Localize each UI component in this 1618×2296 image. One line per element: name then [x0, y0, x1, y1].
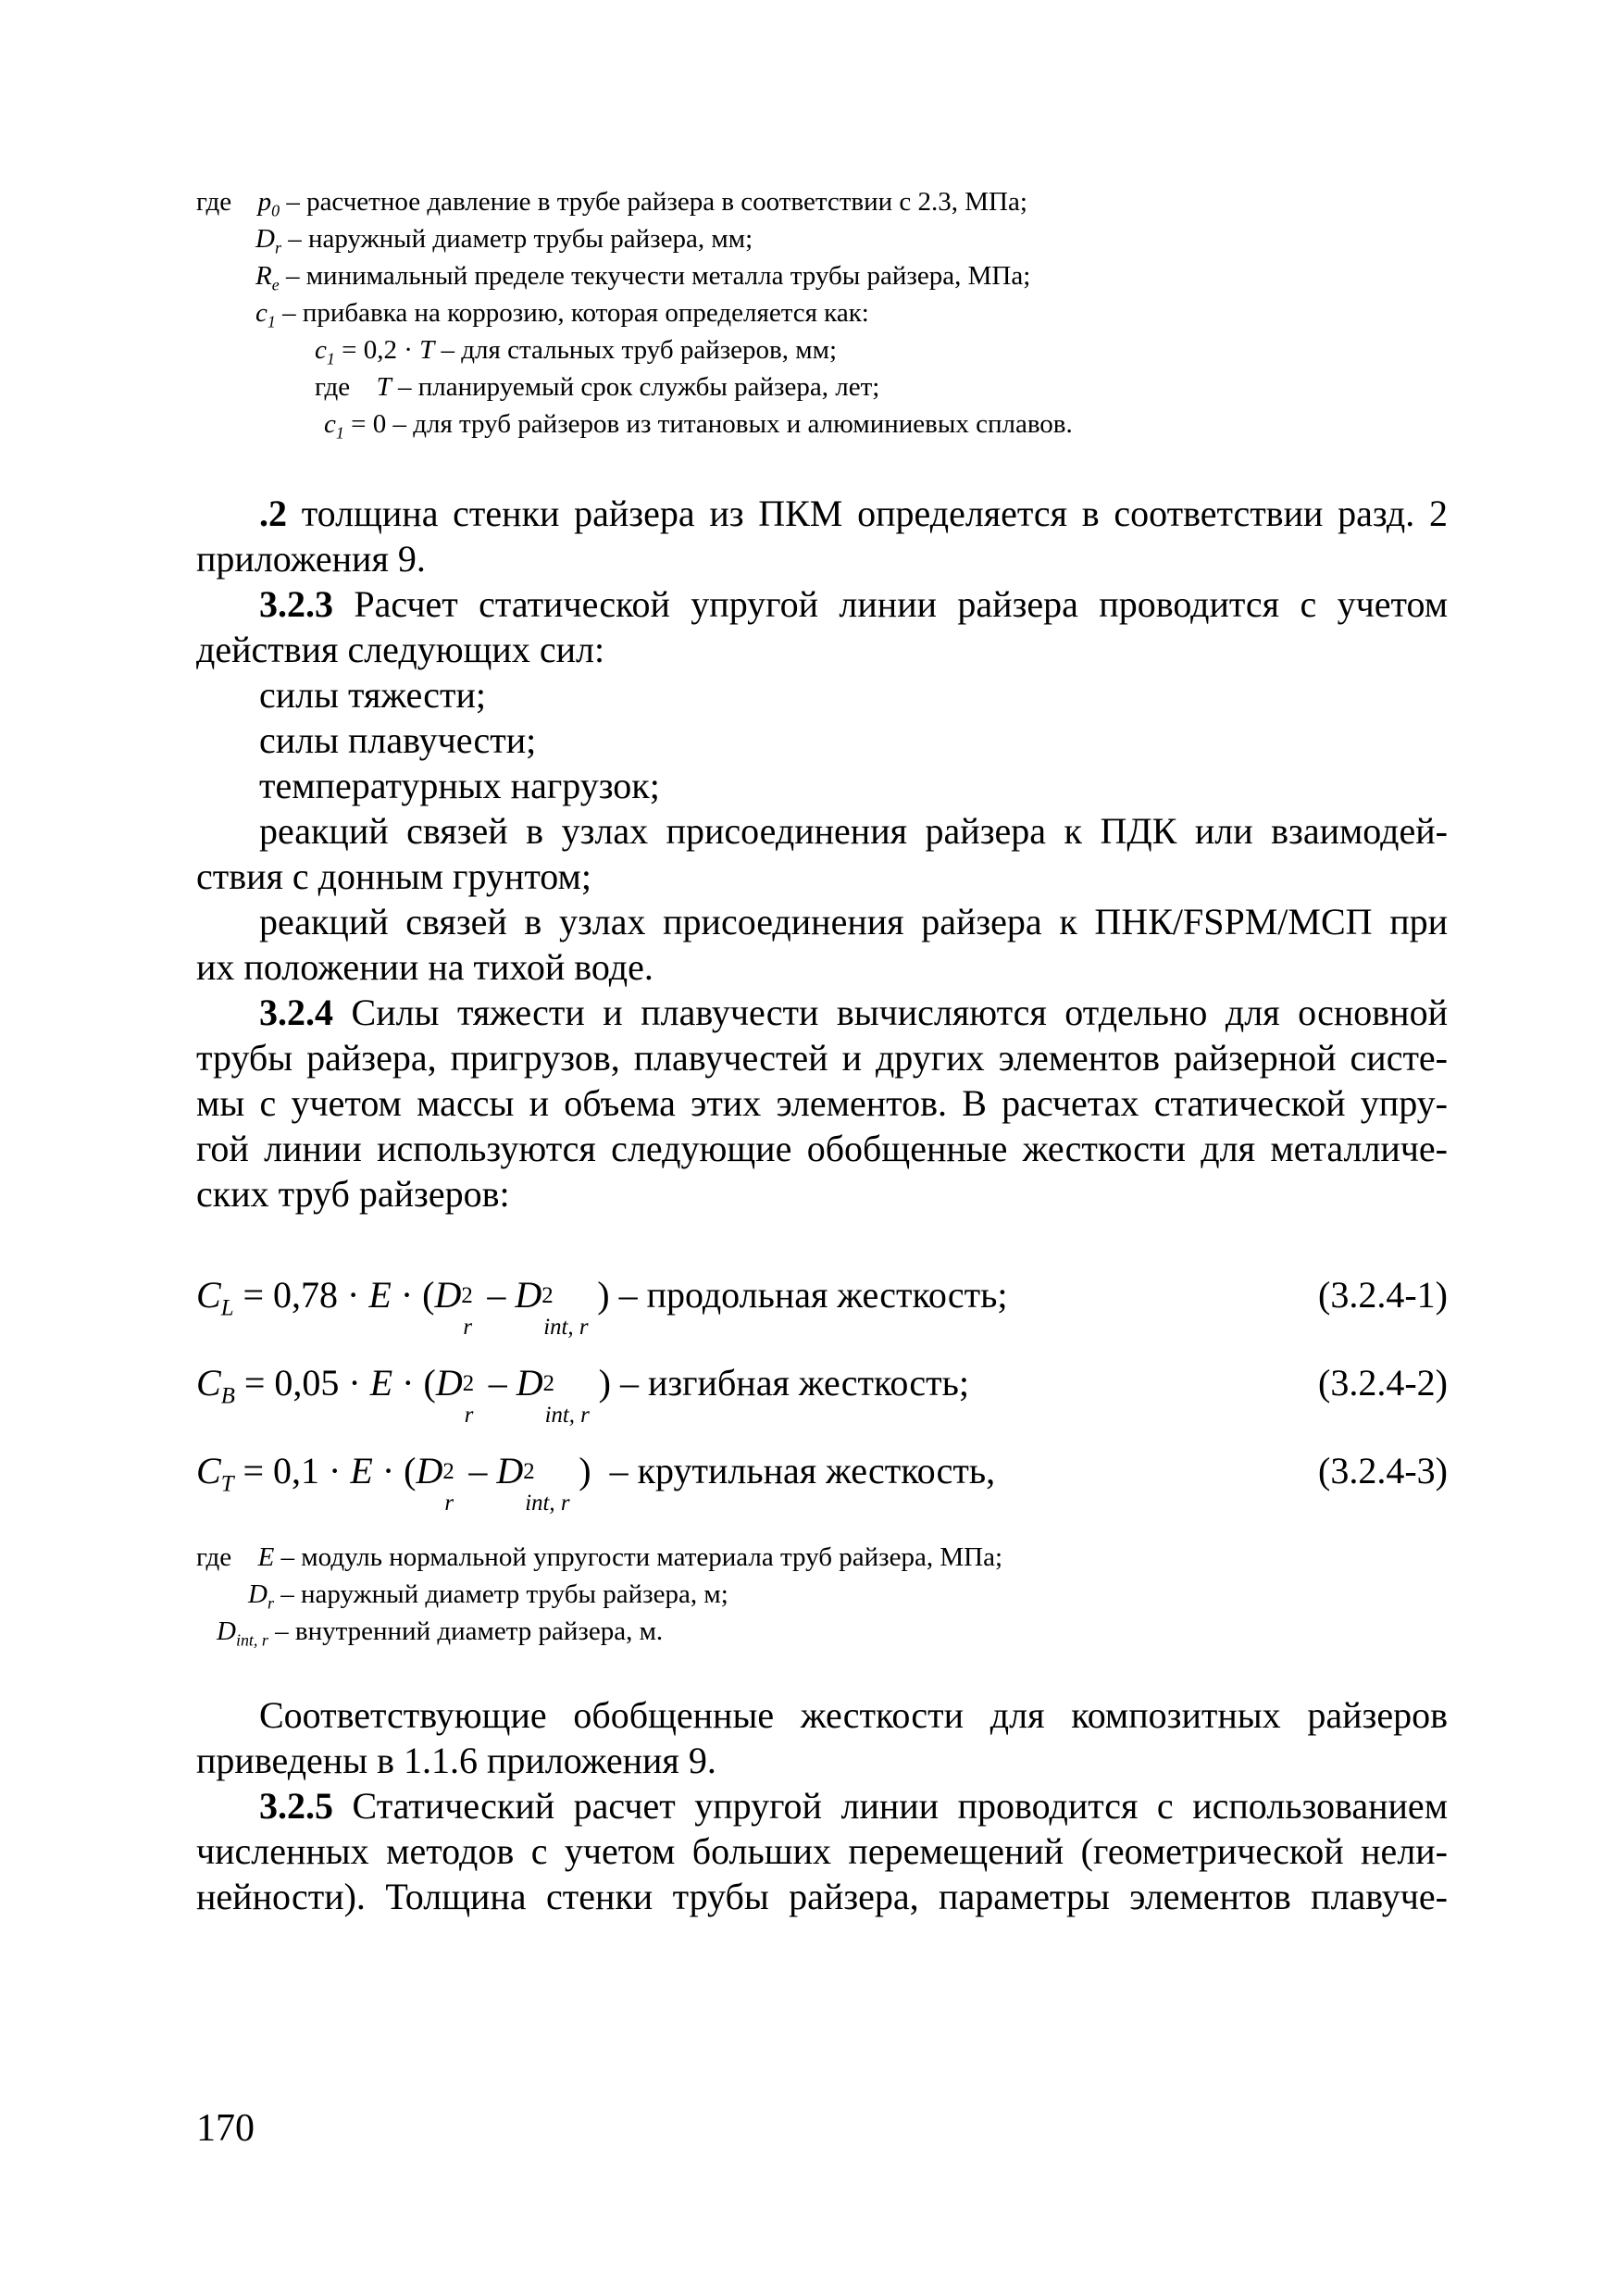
paragraph-2-line-1: .2 толщина стенки райзера из ПКМ определяется в соответствии разд. 2	[259, 493, 1448, 534]
list-item-5-line-2: их положении на тихой воде.	[196, 946, 653, 988]
symbol-c1-steel: $c_1$	[315, 335, 335, 368]
formula-number: (3.2.4-2)	[1318, 1362, 1448, 1404]
paragraph-2-line-2: приложения 9.	[196, 538, 426, 580]
formula-expression: $C_L = 0,78 \cdot E \cdot (D$ 2 r – D 2 int, r ) – продольная жесткость;	[196, 1274, 1008, 1340]
symbol-re: $R_e$	[255, 261, 280, 294]
list-item-4-line-1: реакций связей в узлах присоединения райзера к ПДК или взаимодей-	[259, 810, 1448, 852]
formula-3-2-4-2	[196, 1361, 1448, 1428]
paragraph-3-2-3-line-2: действия следующих сил:	[196, 629, 605, 670]
c1-steel-equation: = 0,2 ·	[342, 335, 413, 365]
c1-steel-description: – для стальных труб райзеров, мм;	[441, 335, 837, 365]
where-block-pressure	[196, 183, 1073, 443]
c1-ti-description: = 0 – для труб райзеров из титановых и алюминиевых сплавов.	[351, 409, 1073, 439]
p0-description: – расчетное давление в трубе райзера в соответствии с 2.3, МПа;	[286, 187, 1027, 217]
paragraph-3-2-4-line-1: 3.2.4 Силы тяжести и плавучести вычисляются отдельно для основной	[259, 992, 1448, 1033]
paragraph-3-2-4-line-5: ских труб райзеров:	[196, 1173, 510, 1215]
page-number: 170	[196, 2107, 255, 2150]
closing-line-2: приведены в 1.1.6 приложения 9.	[196, 1740, 716, 1781]
list-item: силы тяжести;	[259, 674, 486, 716]
formula-number: (3.2.4-3)	[1318, 1450, 1448, 1491]
where-word: где	[196, 187, 232, 217]
dr-description: – наружный диаметр трубы райзера, мм;	[288, 224, 753, 254]
paragraph-3-2-4-line-4: гой линии используются следующие обобщенные жесткости для металличе-	[196, 1128, 1448, 1169]
paragraph-3-2-4-line-3: мы с учетом массы и объема этих элементов. В расчетах статической упру-	[196, 1082, 1448, 1124]
symbol-dr: $D_r$	[255, 224, 281, 257]
body-text	[196, 491, 1448, 1217]
symbol-p0: $p_0$	[257, 187, 280, 220]
symbol-t-2: T	[376, 372, 392, 402]
where-word-2: где	[315, 372, 351, 402]
paragraph-3-2-3-line-1: 3.2.3 Расчет статической упругой линии райзера проводится с учетом	[259, 583, 1448, 625]
symbol-t: T	[419, 335, 435, 365]
formula-3-2-4-3	[196, 1449, 1448, 1516]
symbol-dint: $D_{int, r}$	[217, 1616, 268, 1650]
where-word: где	[196, 1542, 232, 1572]
list-item-4-line-2: ствия с донным грунтом;	[196, 855, 591, 897]
formula-expression: $C_T = 0,1 \cdot E \cdot (D$ 2 r – D 2 int, r ) – крутильная жесткость,	[196, 1450, 996, 1516]
paragraph-3-2-4-line-2: трубы райзера, пригрузов, плавучестей и других элементов райзерной систе-	[196, 1037, 1448, 1079]
closing-text	[196, 1692, 1448, 1919]
symbol-c1: $c_1$	[255, 298, 276, 331]
formula-3-2-4-1	[196, 1273, 1448, 1340]
paragraph-3-2-5-line-2: численных методов с учетом больших перемещений (геометрической нели-	[196, 1830, 1448, 1872]
re-description: – минимальный пределе текучести металла трубы райзера, МПа;	[285, 261, 1031, 291]
symbol-c1-ti: $c_1$	[324, 409, 344, 443]
e-description: – модуль нормальной упругости материала труб райзера, МПа;	[280, 1542, 1003, 1572]
t-description: – планируемый срок службы райзера, лет;	[397, 372, 880, 402]
formula-expression: $C_B = 0,05 \cdot E \cdot (D$ 2 r – D 2 int, r ) – изгибная жесткость;	[196, 1362, 969, 1428]
where-block-stiffness	[196, 1539, 1002, 1650]
paragraph-3-2-5-line-3: нейности). Толщина стенки трубы райзера, параметры элементов плавуче-	[196, 1876, 1448, 1917]
list-item-5-line-1: реакций связей в узлах присоединения райзера к ПНК/FSPM/МСП при	[259, 901, 1448, 942]
paragraph-3-2-5-line-1: 3.2.5 Статический расчет упругой линии проводится с использованием	[259, 1785, 1448, 1827]
dint-description: – внутренний диаметр райзера, м.	[275, 1616, 664, 1646]
list-item: температурных нагрузок;	[259, 765, 660, 806]
symbol-e: E	[257, 1542, 275, 1572]
symbol-dr: $D_r$	[248, 1579, 274, 1613]
c1-description: – прибавка на коррозию, которая определяется как:	[282, 298, 869, 328]
formula-number: (3.2.4-1)	[1318, 1274, 1448, 1316]
dr-description: – наружный диаметр трубы райзера, м;	[280, 1579, 728, 1609]
closing-line-1: Соответствующие обобщенные жесткости для композитных райзеров	[259, 1694, 1448, 1736]
list-item: силы плавучести;	[259, 719, 537, 761]
